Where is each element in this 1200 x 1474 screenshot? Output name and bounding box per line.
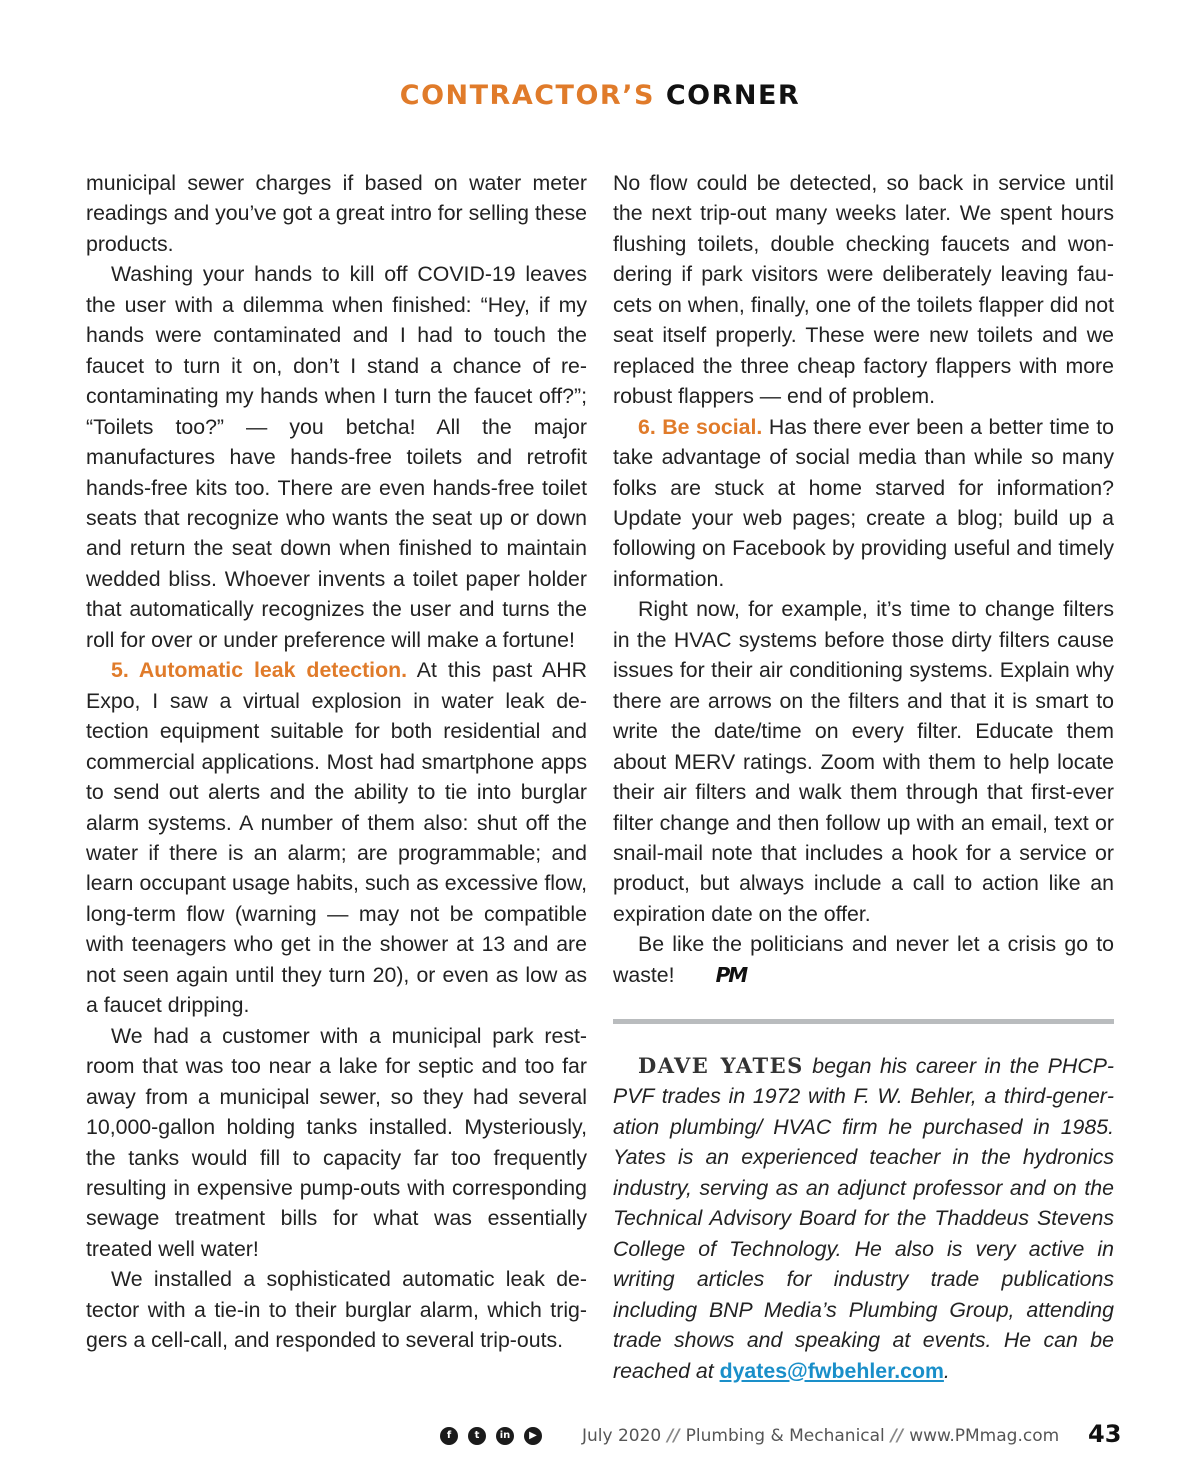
footer-text xyxy=(582,1426,1059,1446)
twitter-icon[interactable]: t xyxy=(468,1427,486,1445)
footer-separator-1: // xyxy=(667,1426,680,1446)
footer-website[interactable]: www.PMmag.com xyxy=(909,1426,1060,1446)
left-paragraph-3 xyxy=(86,655,587,1020)
bio-end: . xyxy=(943,1358,950,1383)
right-paragraph-1: No flow could be detected, so back in service until the next trip-out many weeks later. We spent hours flushing toilets, double checking faucets and wondering if park visitors were deliberately leaving faucets on when, finally, one of the toilets flapper did not seat itself properly. These were new toilets and we replaced the three cheap factory flappers with more robust flappers — end of problem. xyxy=(613,171,1114,409)
pm-end-mark: PM xyxy=(715,962,747,987)
author-bio xyxy=(613,1051,1114,1386)
lead-be-social: 6. Be social. xyxy=(638,414,763,439)
lead-automatic-leak-detection: 5. Automatic leak detection. xyxy=(111,658,408,683)
header-corner: CORNER xyxy=(665,80,801,111)
left-paragraph-5: We installed a sophisticated automatic leak detector with a tie-in to their burglar alarm, which triggers a cell-call, and responded to several trip-outs. xyxy=(86,1267,587,1353)
bio-text: began his career in the PHCP-PVF trades in 1972 with F. W. Behler, a third-generation plumbing/ HVAC firm he purchased in 1985. Yates is an experienced teacher in the hydronics industry, serving as an adjunct professor and on the Technical Advisory Board for the Thaddeus Stevens College of Technology. He also is very active in writing articles for industry trade publications including BNP Media’s Plumbing Group, attending trade shows and speaking at events. He can be reached at xyxy=(613,1054,1114,1383)
bio-divider xyxy=(613,1019,1114,1024)
left-paragraph-3-body: At this past AHR Expo, I saw a virtual explosion in water leak detection equipment suitable for both residential and commercial applications. Most had smartphone apps to send out alerts and the ability to tie into burglar alarm systems. A number of them also: shut off the water if there is an alarm; are programmable; and learn occupant usage habits, such as excessive flow, long-term flow (warning — may not be compatible with teenagers who get in the shower at 13 and are not seen again until they turn 20), or even as low as a faucet dripping. xyxy=(86,658,587,1018)
right-paragraph-2 xyxy=(613,412,1114,595)
page-number: 43 xyxy=(1088,1420,1122,1448)
left-paragraph-4: We had a customer with a municipal park restroom that was too near a lake for septic and too far away from a municipal sewer, so they had several 10,000-gallon holding tanks installed. Mysteriously, the tanks would fill to capacity far too frequently resulting in expensive pump-outs with corresponding sewage treatment bills for what was essentially treated well water! xyxy=(86,1023,587,1261)
section-header xyxy=(0,80,1200,111)
youtube-icon[interactable]: ▶ xyxy=(524,1427,542,1445)
footer-separator-2: // xyxy=(890,1426,904,1446)
header-contractors: CONTRACTOR’S xyxy=(399,80,655,111)
social-icons xyxy=(440,1427,542,1445)
author-email-link[interactable]: dyates@fwbehler.com xyxy=(719,1358,944,1383)
footer-date: July 2020 xyxy=(582,1426,662,1446)
facebook-icon[interactable]: f xyxy=(440,1427,458,1445)
page-footer xyxy=(0,1420,1200,1454)
bio-paragraph xyxy=(613,1051,1114,1386)
left-paragraph-2: Washing your hands to kill off COVID-19 leaves the user with a dilemma when finished: “Hey, if my hands were contaminated and I had to touch the faucet to turn it on, don’t I stand a chance of re-contaminating my hands when I turn the faucet off?”; “Toilets too?” — you betcha! All the major manufactures have hands-free toilets and retrofit hands-free kits too. There are even hands-free toilet seats that recognize who wants the seat up or down and return the seat down when finished to maintain wedded bliss. Whoever invents a toilet paper holder that automatically recognizes the user and turns the roll for over or under preference will make a fortune! xyxy=(86,262,587,652)
left-paragraph-1: municipal sewer charges if based on water meter readings and you’ve got a great intro for selling these products. xyxy=(86,171,587,256)
right-paragraph-4-text: Be like the politicians and never let a crisis go to waste! xyxy=(613,932,1114,987)
linkedin-icon[interactable]: in xyxy=(496,1427,514,1445)
right-paragraph-3: Right now, for example, it’s time to change filters in the HVAC systems before those dirty filters cause issues for their air conditioning systems. Explain why there are arrows on the filters and that it is smart to write the date/time on every filter. Educate them about MERV ratings. Zoom with them to help locate their air filters and walk them through that first-ever filter change and then follow up with an email, text or snail-mail note that includes a hook for a service or product, but always include a call to action like an expiration date on the offer. xyxy=(613,597,1114,926)
right-paragraph-4 xyxy=(613,929,1114,990)
author-name: DAVE YATES xyxy=(638,1053,804,1078)
footer-magazine: Plumbing & Mechanical xyxy=(685,1426,885,1446)
right-column xyxy=(613,168,1114,990)
right-paragraph-2-body: Has there ever been a better time to take advantage of social media than while so many folks are stuck at home starved for information? Update your web pages; create a blog; build up a following on Facebook by providing useful and timely information. xyxy=(613,414,1114,591)
left-column xyxy=(86,168,587,1356)
